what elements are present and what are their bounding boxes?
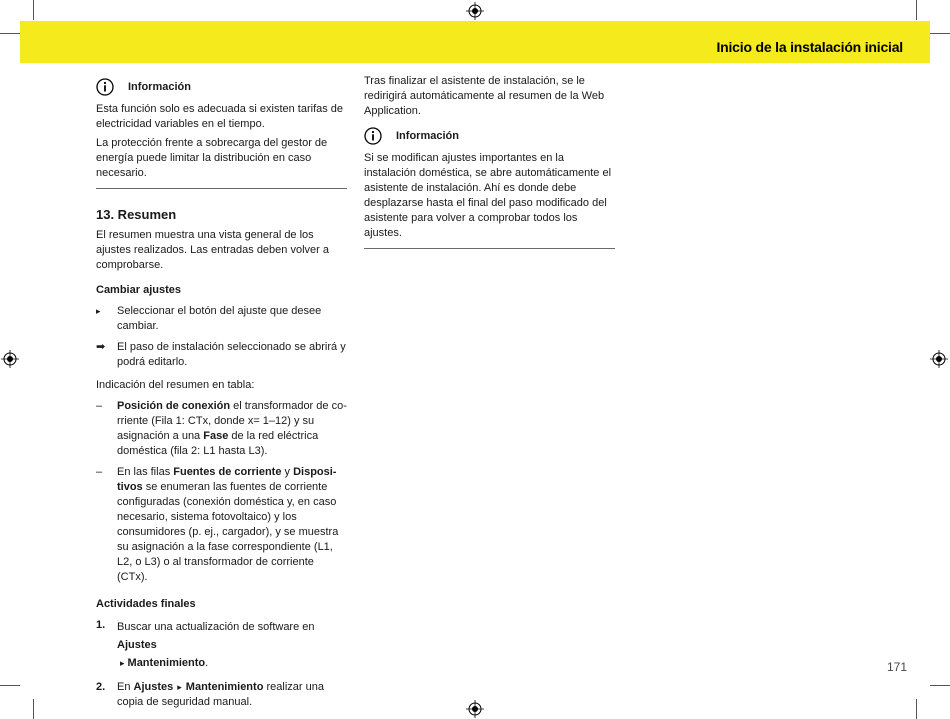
subheading: Actividades finales [96, 598, 196, 610]
text-run: Buscar una actualización de software en [117, 621, 315, 633]
crop-mark [33, 699, 34, 719]
menu-path-item: Mantenimiento [127, 657, 206, 669]
text-run: realizar una copia de seguridad manual. [117, 681, 324, 708]
dash-bullet: – [96, 400, 103, 412]
bold-term: Fase [203, 430, 229, 442]
crop-mark [0, 33, 20, 34]
info-header [364, 126, 615, 146]
registration-mark-icon [466, 700, 484, 718]
section-heading: 13. Resumen [96, 207, 177, 222]
header-bar [20, 21, 930, 63]
text-run: el transformador de corriente (Fila 1: CTx, donde x= 1–12) y su asignación a una [117, 400, 347, 442]
dash-bullet: – [96, 466, 103, 478]
instruction-step [96, 304, 347, 334]
crop-mark [916, 699, 917, 719]
step-number: 1. [96, 619, 106, 631]
crop-mark [33, 0, 34, 20]
info-paragraph: Si se modifican ajustes importantes en la instalación doméstica, se abre automáticamente el asistente de instalación. Ahí es donde debe desplazarse hasta el final del paso modificado del asistente para volver a comprobar todos los ajustes. [364, 152, 612, 239]
menu-path-item: Ajustes [117, 639, 157, 651]
result-text: El paso de instalación seleccionado se abrirá y podrá editarlo. [117, 341, 346, 368]
text-run: En [117, 681, 134, 693]
bold-term: Disposi- tivos [117, 466, 337, 493]
section-intro: El resumen muestra una vista general de los ajustes realizados. Las entradas deben volver a comprobarse. [96, 229, 329, 271]
right-column [364, 74, 615, 249]
crop-mark [930, 685, 950, 686]
arrow-right-icon: ➡ [96, 341, 106, 353]
subheading: Cambiar ajustes [96, 284, 181, 296]
text-run: de la red eléctrica doméstica (fila 2: L1 hasta L3). [117, 430, 319, 457]
text-run: . [205, 657, 209, 669]
chapter-title: Inicio de la instalación inicial [716, 39, 903, 55]
step-text [117, 680, 347, 710]
crop-mark [0, 685, 20, 686]
crop-mark [930, 33, 950, 34]
numbered-step [96, 680, 347, 710]
registration-mark-icon [466, 2, 484, 20]
instruction-text: Seleccionar el botón del ajuste que desee cambiar. [117, 305, 322, 332]
instruction-result [96, 340, 347, 370]
table-intro: Indicación del resumen en tabla: [96, 379, 255, 391]
step-text [117, 618, 347, 672]
triangle-bullet-icon: ▸ [96, 306, 101, 316]
step-number: 2. [96, 681, 106, 693]
bold-term: Fuentes de corriente [173, 466, 282, 478]
menu-path-item: Mantenimiento [185, 681, 264, 693]
info-paragraph: Esta función solo es adecuada si existen tarifas de electricidad variables en el tiempo. [96, 103, 344, 130]
menu-path-item: Ajustes [133, 681, 174, 693]
info-title: Información [128, 80, 191, 93]
info-icon [364, 127, 382, 145]
info-paragraph: La protección frente a sobrecarga del gestor de energía puede limitar la distribución en caso necesario. [96, 137, 328, 179]
info-icon [96, 78, 114, 96]
info-box [364, 126, 615, 249]
info-box [96, 77, 347, 189]
registration-mark-icon [1, 350, 19, 368]
text-run: En las filas [117, 466, 174, 478]
list-item-text [117, 465, 347, 585]
page-number: 171 [886, 660, 907, 674]
bold-term: Posición de conexión [117, 400, 231, 412]
paragraph: Tras finalizar el asistente de instalación, se le redirigirá automáticamente al resumen de la Web Application. [364, 75, 605, 117]
registration-mark-icon [930, 350, 948, 368]
menu-arrow-icon: ▸ [177, 682, 182, 692]
info-header [96, 77, 347, 97]
left-column [96, 77, 347, 716]
info-title: Información [396, 129, 459, 142]
text-run: y [281, 466, 294, 478]
crop-mark [916, 0, 917, 20]
list-item [96, 399, 347, 459]
numbered-step [96, 618, 347, 672]
list-item [96, 465, 347, 585]
text-run: se enumeran las fuentes de corriente configuradas (conexión doméstica y, en caso necesario, sistema fotovoltaico) y los consumidores (p. ej., cargador), y se muestra su asignación a la fase correspondiente (L1, L2, o L3) o al transformador de corriente (CTx). [117, 481, 339, 583]
list-item-text [117, 399, 347, 459]
menu-arrow-icon: ▸ [120, 658, 125, 668]
